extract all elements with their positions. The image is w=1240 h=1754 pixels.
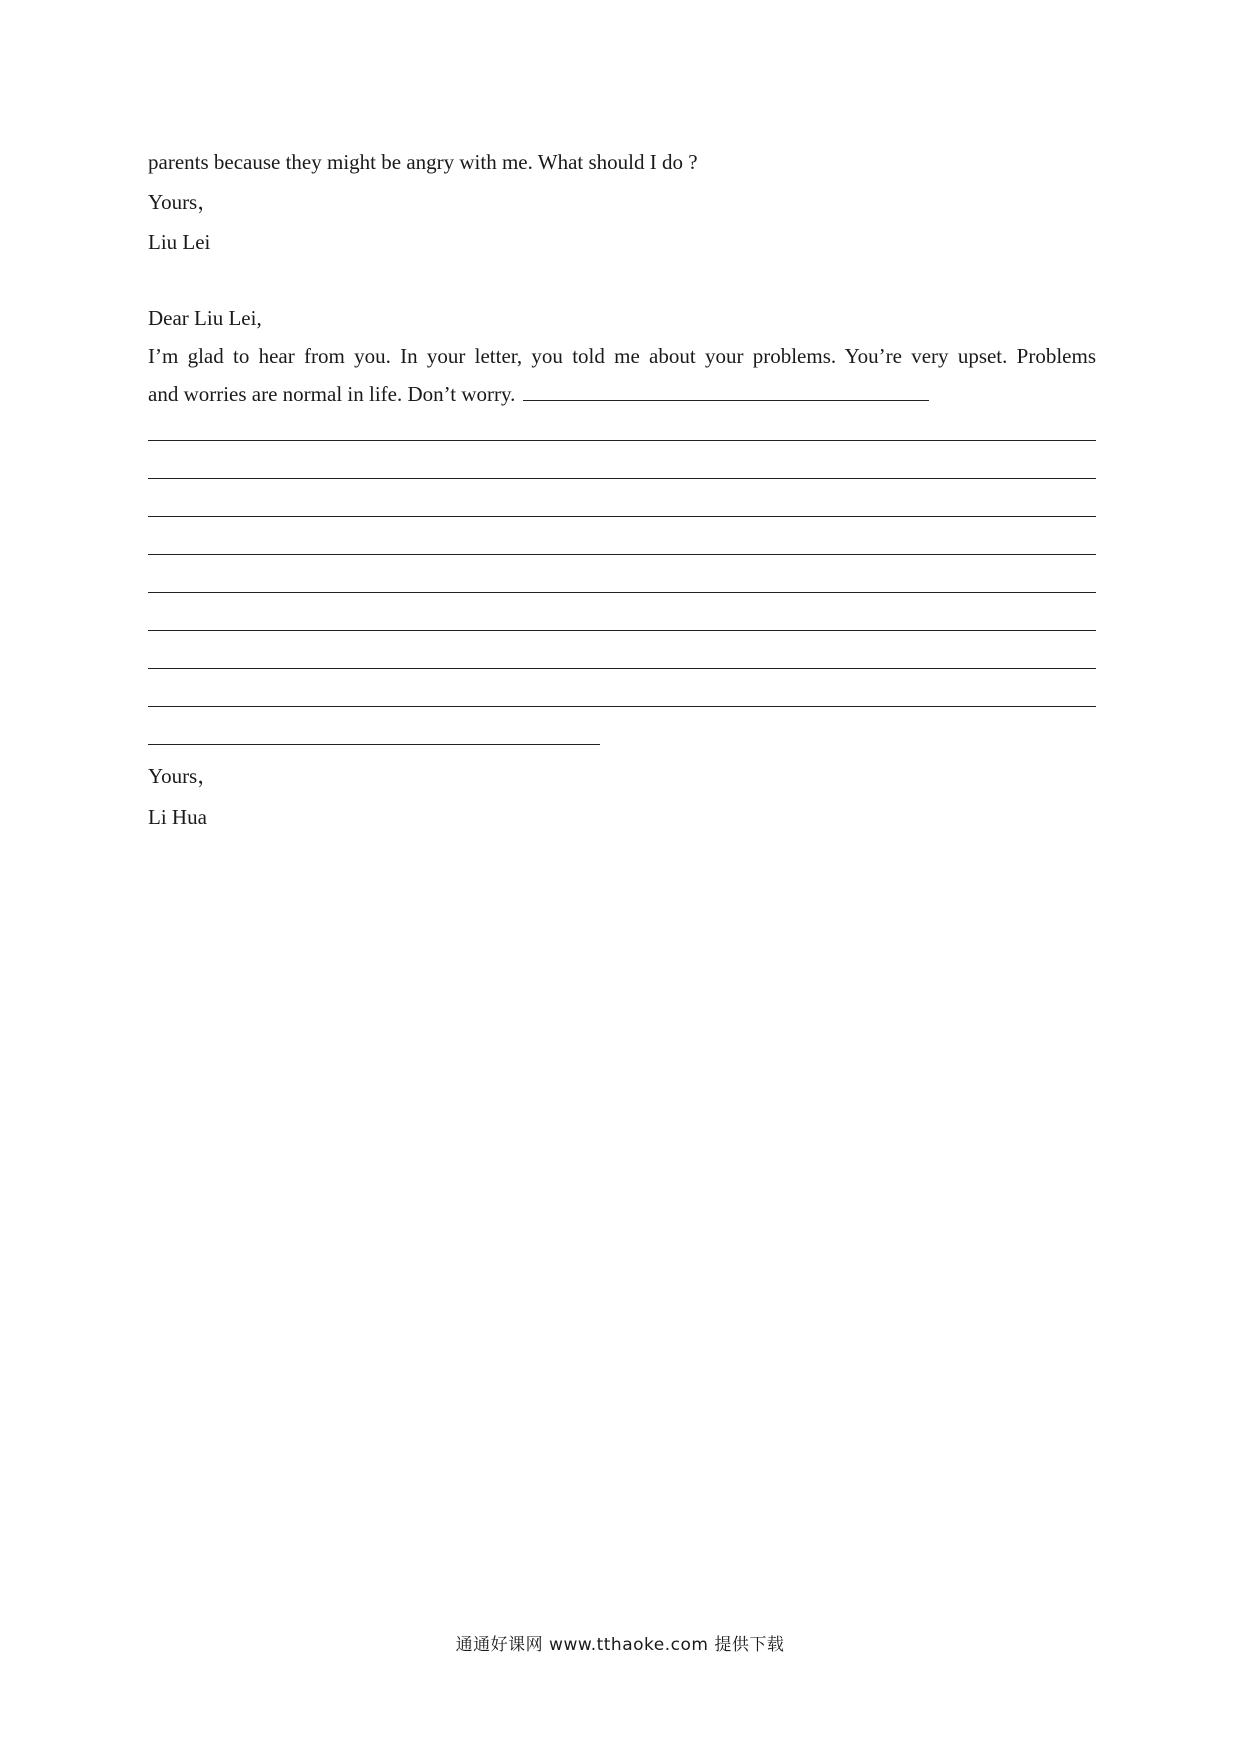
page-footer: 通通好课网 www.tthaoke.com 提供下载 <box>455 1635 785 1655</box>
answer-line-1[interactable] <box>148 440 1096 441</box>
reply-salutation: Dear Liu Lei, <box>148 306 262 330</box>
reply-body-line-2-text: and worries are normal in life. Don’t worry. <box>148 382 516 406</box>
answer-line-8[interactable] <box>148 706 1096 707</box>
answer-line-2[interactable] <box>148 478 1096 479</box>
answer-line-9[interactable] <box>148 744 600 745</box>
previous-letter-signature: Liu Lei <box>148 230 211 254</box>
previous-letter-signoff: Yours， <box>148 190 219 214</box>
answer-line-4[interactable] <box>148 554 1096 555</box>
answer-line-5[interactable] <box>148 592 1096 593</box>
answer-line-3[interactable] <box>148 516 1096 517</box>
reply-signature: Li Hua <box>148 805 207 829</box>
reply-signoff: Yours， <box>148 764 219 788</box>
reply-body-line-1: I’m glad to hear from you. In your letter, you told me about your problems. You’re very upset. Problems <box>148 344 1096 368</box>
previous-letter-closing-line: parents because they might be angry with me. What should I do ? <box>148 150 698 174</box>
answer-line-6[interactable] <box>148 630 1096 631</box>
answer-line-7[interactable] <box>148 668 1096 669</box>
reply-body-line-2 <box>148 380 929 408</box>
answer-blank-inline[interactable] <box>523 382 929 401</box>
